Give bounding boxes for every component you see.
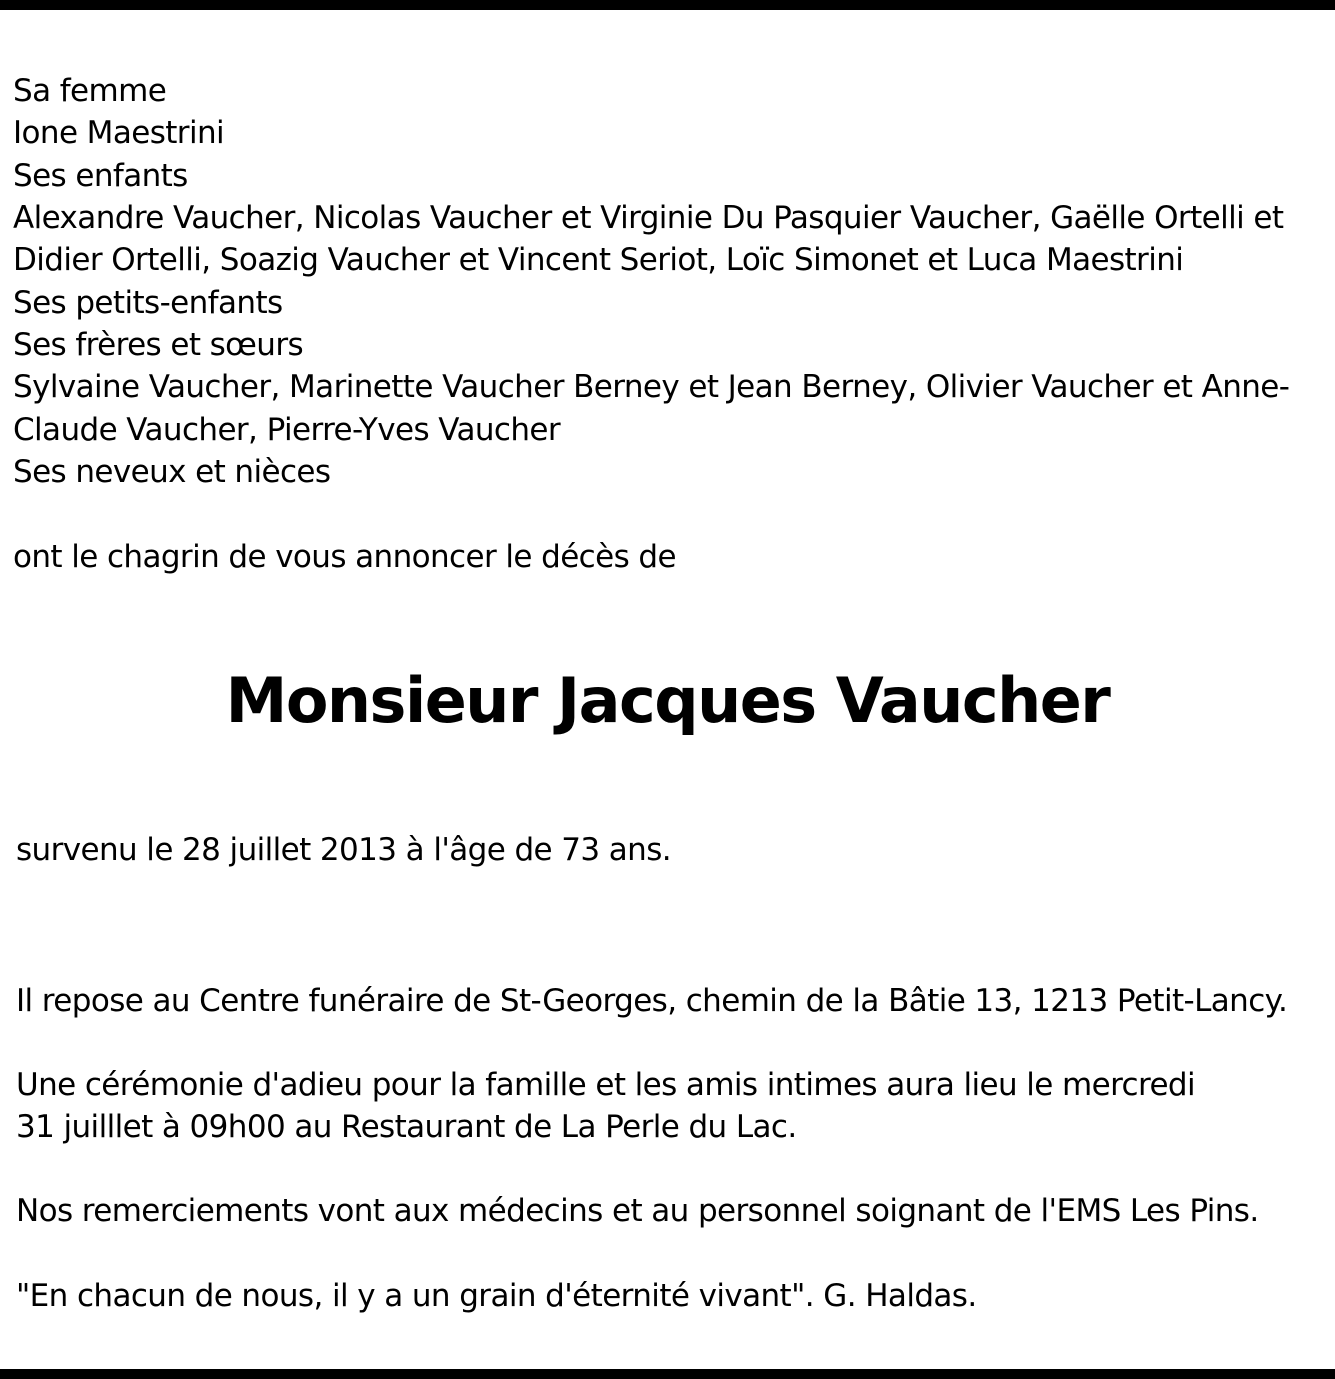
siblings-names-line-2: Claude Vaucher, Pierre-Yves Vaucher xyxy=(13,412,561,448)
ceremony-line-2: 31 juilllet à 09h00 au Restaurant de La Perle du Lac. xyxy=(16,1109,797,1145)
ceremony-line-1: Une cérémonie d'adieu pour la famille et les amis intimes aura lieu le mercredi xyxy=(16,1067,1196,1103)
quote-text: "En chacun de nous, il y a un grain d'éternité vivant". G. Haldas. xyxy=(16,1278,977,1314)
nephews-heading: Ses neveux et nièces xyxy=(13,454,331,490)
siblings-names-line-1: Sylvaine Vaucher, Marinette Vaucher Berney et Jean Berney, Olivier Vaucher et Anne- xyxy=(13,369,1290,405)
top-border-rule xyxy=(0,0,1335,10)
children-names-line-2: Didier Ortelli, Soazig Vaucher et Vincent Seriot, Loïc Simonet et Luca Maestrini xyxy=(13,242,1184,278)
children-heading: Ses enfants xyxy=(13,158,188,194)
wife-name: Ione Maestrini xyxy=(13,115,225,151)
bottom-border-rule xyxy=(0,1369,1335,1379)
announcement-text: ont le chagrin de vous annoncer le décès de xyxy=(13,539,676,575)
deceased-name: Monsieur Jacques Vaucher xyxy=(225,664,1110,737)
rest-place: Il repose au Centre funéraire de St-Georges, chemin de la Bâtie 13, 1213 Petit-Lancy. xyxy=(16,983,1288,1019)
wife-heading: Sa femme xyxy=(13,73,167,109)
death-info: survenu le 28 juillet 2013 à l'âge de 73 ans. xyxy=(16,832,672,868)
children-names-line-1: Alexandre Vaucher, Nicolas Vaucher et Virginie Du Pasquier Vaucher, Gaëlle Ortelli et xyxy=(13,200,1284,236)
thanks-text: Nos remerciements vont aux médecins et au personnel soignant de l'EMS Les Pins. xyxy=(16,1193,1259,1229)
grandchildren-heading: Ses petits-enfants xyxy=(13,285,283,321)
siblings-heading: Ses frères et sœurs xyxy=(13,327,304,363)
